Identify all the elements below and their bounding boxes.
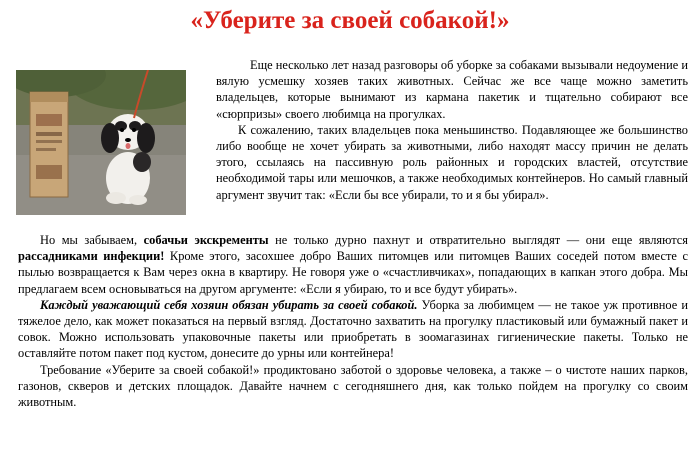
highlight-infection: рассадниками инфекции! (18, 249, 165, 264)
paragraph-2: К сожалению, таких владельцев пока меньшинство. Подавляющее же большинство либо вообще не хочет убирать за животными, либо находят массу причин не делать этого, ссылаясь на пассивную роль районных и городских властей, отсутствие необходимой тары или мешочков, а также необходимых контейнеров. Но самый главный аргумент звучит так: «Если бы все убирали, то и я бы убирал». (216, 122, 688, 202)
main-text (18, 232, 688, 410)
paragraph-3-text: Но мы забываем, (40, 233, 144, 247)
paragraph-3-text: Кроме этого, засохшее добро Ваших питомцев или питомцев Ваших соседей потом вместе с пылью возвращается к Вам через окна в квартиру. Не говоря уже о «счастливчиках», попадающих в капкан этого добра. Мы предлагаем всем основываться на другом аргументе: «Если я убираю, то и все будут убирать». (18, 249, 688, 296)
dog-photo (16, 70, 186, 215)
highlight-excrement: собачьи экскременты (143, 233, 269, 247)
paper-bag-icon (30, 92, 68, 197)
paragraph-4-text: Уборка за любимцем — не такое уж противное и тяжелое дело, как может показаться на первый взгляд. Достаточно захватить на прогулку пластиковый или бумажный пакет и совок. Можно использовать упаковочные пакеты или приобретать в зоомагазинах гигиенические пакеты. Только не оставляйте потом пакет под кустом, донесите до урны или контейнера! (18, 297, 688, 361)
paragraph-5: Требование «Уберите за своей собакой!» продиктовано заботой о здоровье человека, а также – о чистоте наших парков, газонов, скверов и детских площадок. Давайте начнем с сегодняшнего дня, как только пойдем на прогулку со своим животным. (18, 362, 688, 410)
paragraph-1: Еще несколько лет назад разговоры об уборке за собаками вызывали недоумение и вялую усмешку хозяев таких животных. Сейчас же все чаще можно заметить владельцев, которые вынимают из кармана пакетик и тщательно собирают все «сюрпризы» своего любимца на прогулках. (216, 58, 688, 121)
highlight-owner-duty: Каждый уважающий себя хозяин обязан убирать за своей собакой. (40, 297, 418, 312)
intro-text (216, 57, 688, 203)
paragraph-3 (18, 232, 688, 297)
paragraph-3-text: не только дурно пахнут и отвратительно выглядят — они еще являются (268, 233, 688, 247)
page-title: «Уберите за своей собакой!» (190, 7, 510, 34)
paragraph-4 (18, 297, 688, 362)
